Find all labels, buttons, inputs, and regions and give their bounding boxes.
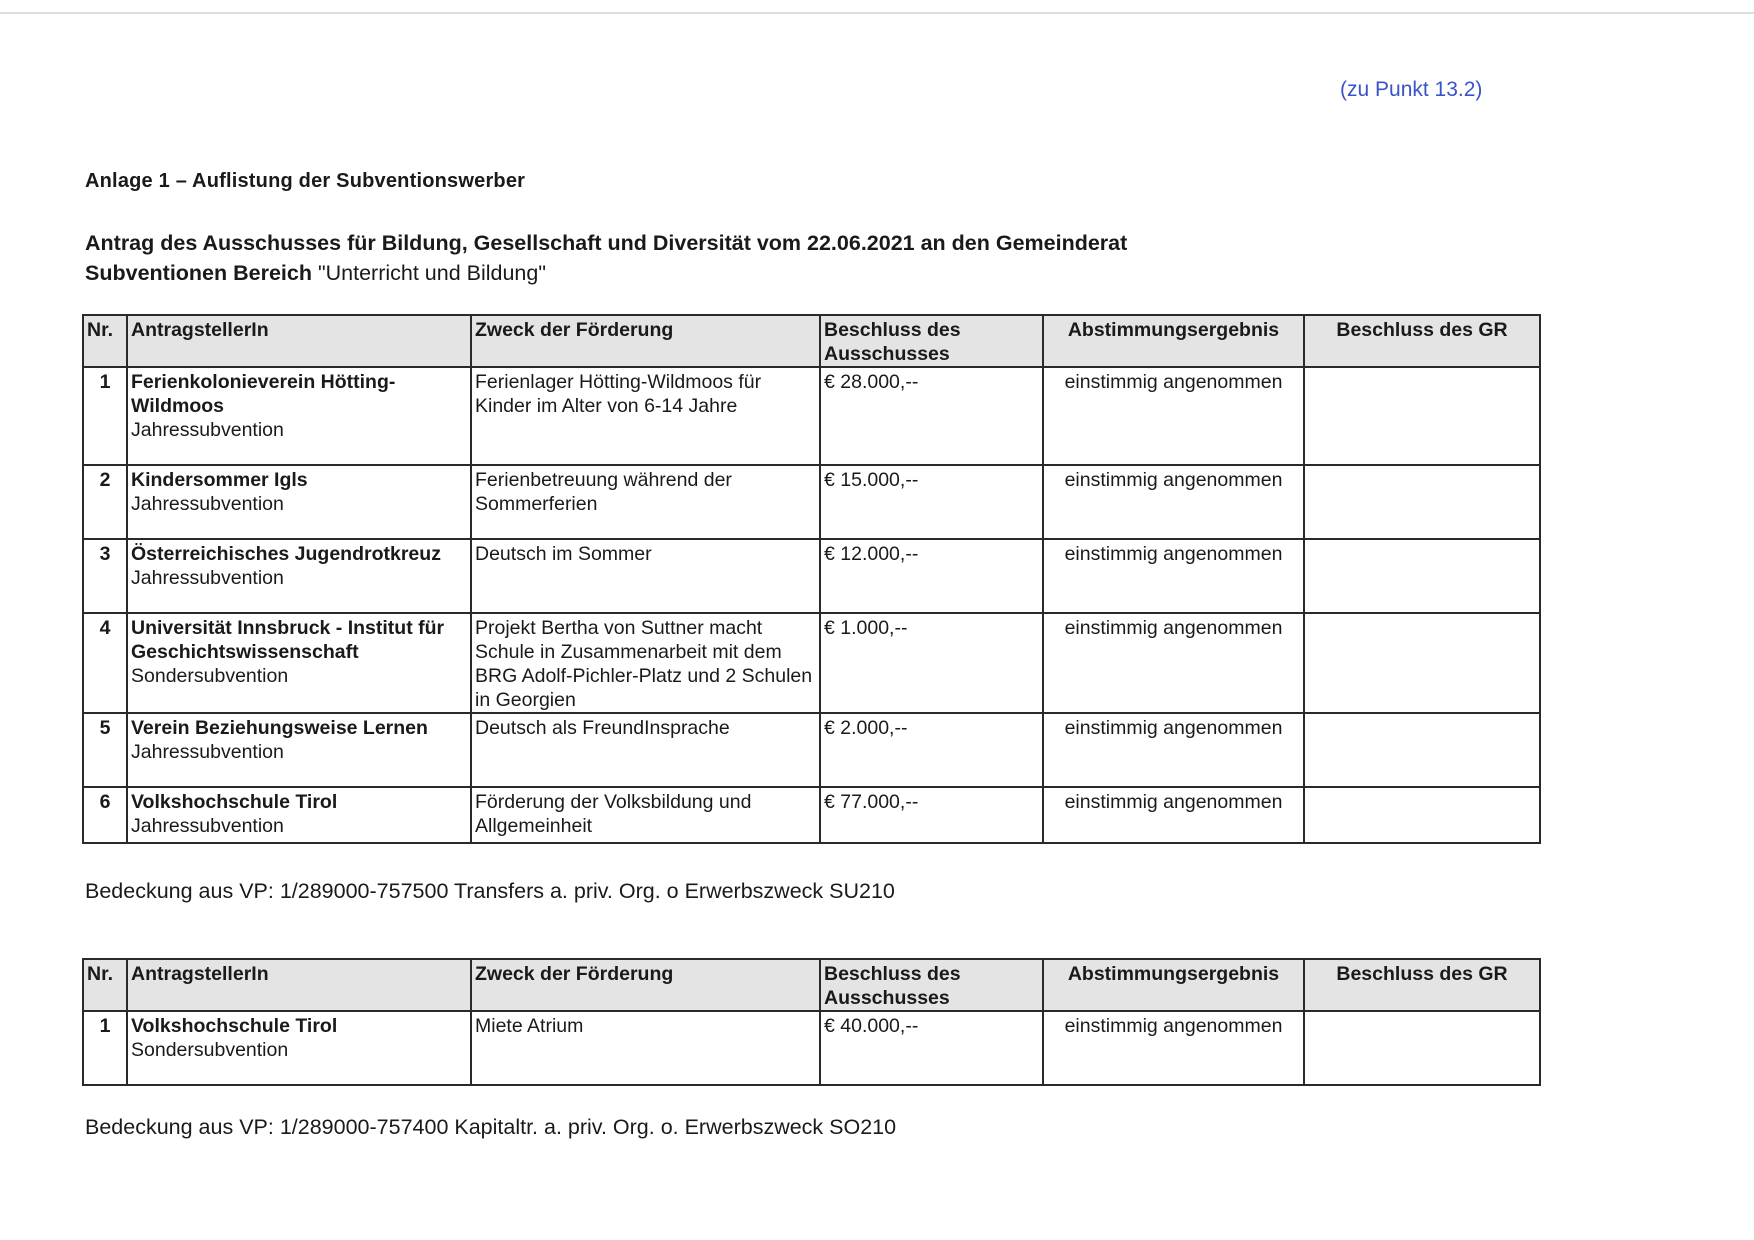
applicant-name: Kindersommer Igls [131,469,308,491]
subsidy-type: Jahressubvention [131,741,284,763]
table-row [83,539,1540,613]
cell-purpose: Ferienbetreuung während der Sommerferien [471,465,820,539]
col-header-gr-decision: Beschluss des GR [1304,315,1540,367]
cell-amount: € 1.000,-- [820,613,1043,713]
table-header-row [83,315,1540,367]
applicant-name: Österreichisches Jugendrotkreuz [131,543,441,565]
applicant-name: Universität Innsbruck - Institut für Geschichtswissenschaft [131,617,445,663]
coverage-note-1: Bedeckung aus VP: 1/289000-757500 Transfers a. priv. Org. o Erwerbszweck SU210 [85,879,895,903]
cell-nr: 3 [83,539,127,613]
cell-purpose: Deutsch im Sommer [471,539,820,613]
cell-nr: 1 [83,367,127,465]
col-header-purpose: Zweck der Förderung [471,315,820,367]
subsidy-table-2 [82,958,1541,1086]
cell-gr-decision [1304,367,1540,465]
cell-gr-decision [1304,539,1540,613]
col-header-applicant: AntragstellerIn [127,315,471,367]
cell-vote: einstimmig angenommen [1043,1011,1304,1085]
cell-amount: € 15.000,-- [820,465,1043,539]
cell-applicant [127,787,471,843]
cell-applicant [127,465,471,539]
subsidy-area-label: Subventionen Bereich [85,261,312,285]
subsidy-type: Jahressubvention [131,815,284,837]
applicant-name: Ferienkolonieverein Hötting-Wildmoos [131,371,396,417]
cell-vote: einstimmig angenommen [1043,465,1304,539]
cell-nr: 2 [83,465,127,539]
table-row [83,1011,1540,1085]
cell-applicant [127,1011,471,1085]
applicant-name: Volkshochschule Tirol [131,1015,338,1037]
table-row [83,367,1540,465]
cell-purpose: Förderung der Volksbildung und Allgemeinheit [471,787,820,843]
cell-applicant [127,713,471,787]
cell-amount: € 2.000,-- [820,713,1043,787]
table-row [83,713,1540,787]
table-row [83,787,1540,843]
cell-nr: 5 [83,713,127,787]
cell-amount: € 77.000,-- [820,787,1043,843]
cell-purpose: Projekt Bertha von Suttner macht Schule in Zusammenarbeit mit dem BRG Adolf-Pichler-Platz und 2 Schulen in Georgien [471,613,820,713]
cell-amount: € 40.000,-- [820,1011,1043,1085]
cell-vote: einstimmig angenommen [1043,613,1304,713]
cell-nr: 1 [83,1011,127,1085]
cell-amount: € 28.000,-- [820,367,1043,465]
subsidy-type: Sondersubvention [131,665,289,687]
col-header-committee-decision: Beschluss des Ausschusses [820,315,1043,367]
table-row [83,465,1540,539]
subsidy-type: Jahressubvention [131,493,284,515]
cell-gr-decision [1304,613,1540,713]
col-header-applicant: AntragstellerIn [127,959,471,1011]
cell-gr-decision [1304,787,1540,843]
cell-vote: einstimmig angenommen [1043,713,1304,787]
subsidy-area-value: "Unterricht und Bildung" [317,261,546,285]
col-header-nr: Nr. [83,315,127,367]
subsidy-area-line [85,258,546,288]
cell-applicant [127,613,471,713]
col-header-committee-decision: Beschluss des Ausschusses [820,959,1043,1011]
subsidy-type: Jahressubvention [131,419,284,441]
cell-vote: einstimmig angenommen [1043,787,1304,843]
cell-applicant [127,539,471,613]
cell-amount: € 12.000,-- [820,539,1043,613]
cell-applicant [127,367,471,465]
col-header-nr: Nr. [83,959,127,1011]
col-header-vote: Abstimmungsergebnis [1043,959,1304,1011]
page-top-rule [0,12,1754,14]
agenda-reference: (zu Punkt 13.2) [1340,78,1483,101]
cell-purpose: Ferienlager Hötting-Wildmoos für Kinder im Alter von 6-14 Jahre [471,367,820,465]
col-header-gr-decision: Beschluss des GR [1304,959,1540,1011]
applicant-name: Verein Beziehungsweise Lernen [131,717,428,739]
cell-purpose: Miete Atrium [471,1011,820,1085]
cell-vote: einstimmig angenommen [1043,367,1304,465]
table-row [83,613,1540,713]
subsidy-table-1 [82,314,1541,844]
col-header-vote: Abstimmungsergebnis [1043,315,1304,367]
motion-line: Antrag des Ausschusses für Bildung, Gesellschaft und Diversität vom 22.06.2021 an den Gemeinderat [85,231,1128,255]
subsidy-type: Sondersubvention [131,1039,289,1061]
table-header-row [83,959,1540,1011]
col-header-purpose: Zweck der Förderung [471,959,820,1011]
applicant-name: Volkshochschule Tirol [131,791,338,813]
cell-gr-decision [1304,713,1540,787]
cell-gr-decision [1304,465,1540,539]
cell-vote: einstimmig angenommen [1043,539,1304,613]
cell-purpose: Deutsch als FreundInsprache [471,713,820,787]
attachment-heading: Anlage 1 – Auflistung der Subventionswerber [85,170,526,192]
cell-nr: 6 [83,787,127,843]
cell-nr: 4 [83,613,127,713]
subsidy-type: Jahressubvention [131,567,284,589]
coverage-note-2: Bedeckung aus VP: 1/289000-757400 Kapitaltr. a. priv. Org. o. Erwerbszweck SO210 [85,1115,897,1139]
cell-gr-decision [1304,1011,1540,1085]
